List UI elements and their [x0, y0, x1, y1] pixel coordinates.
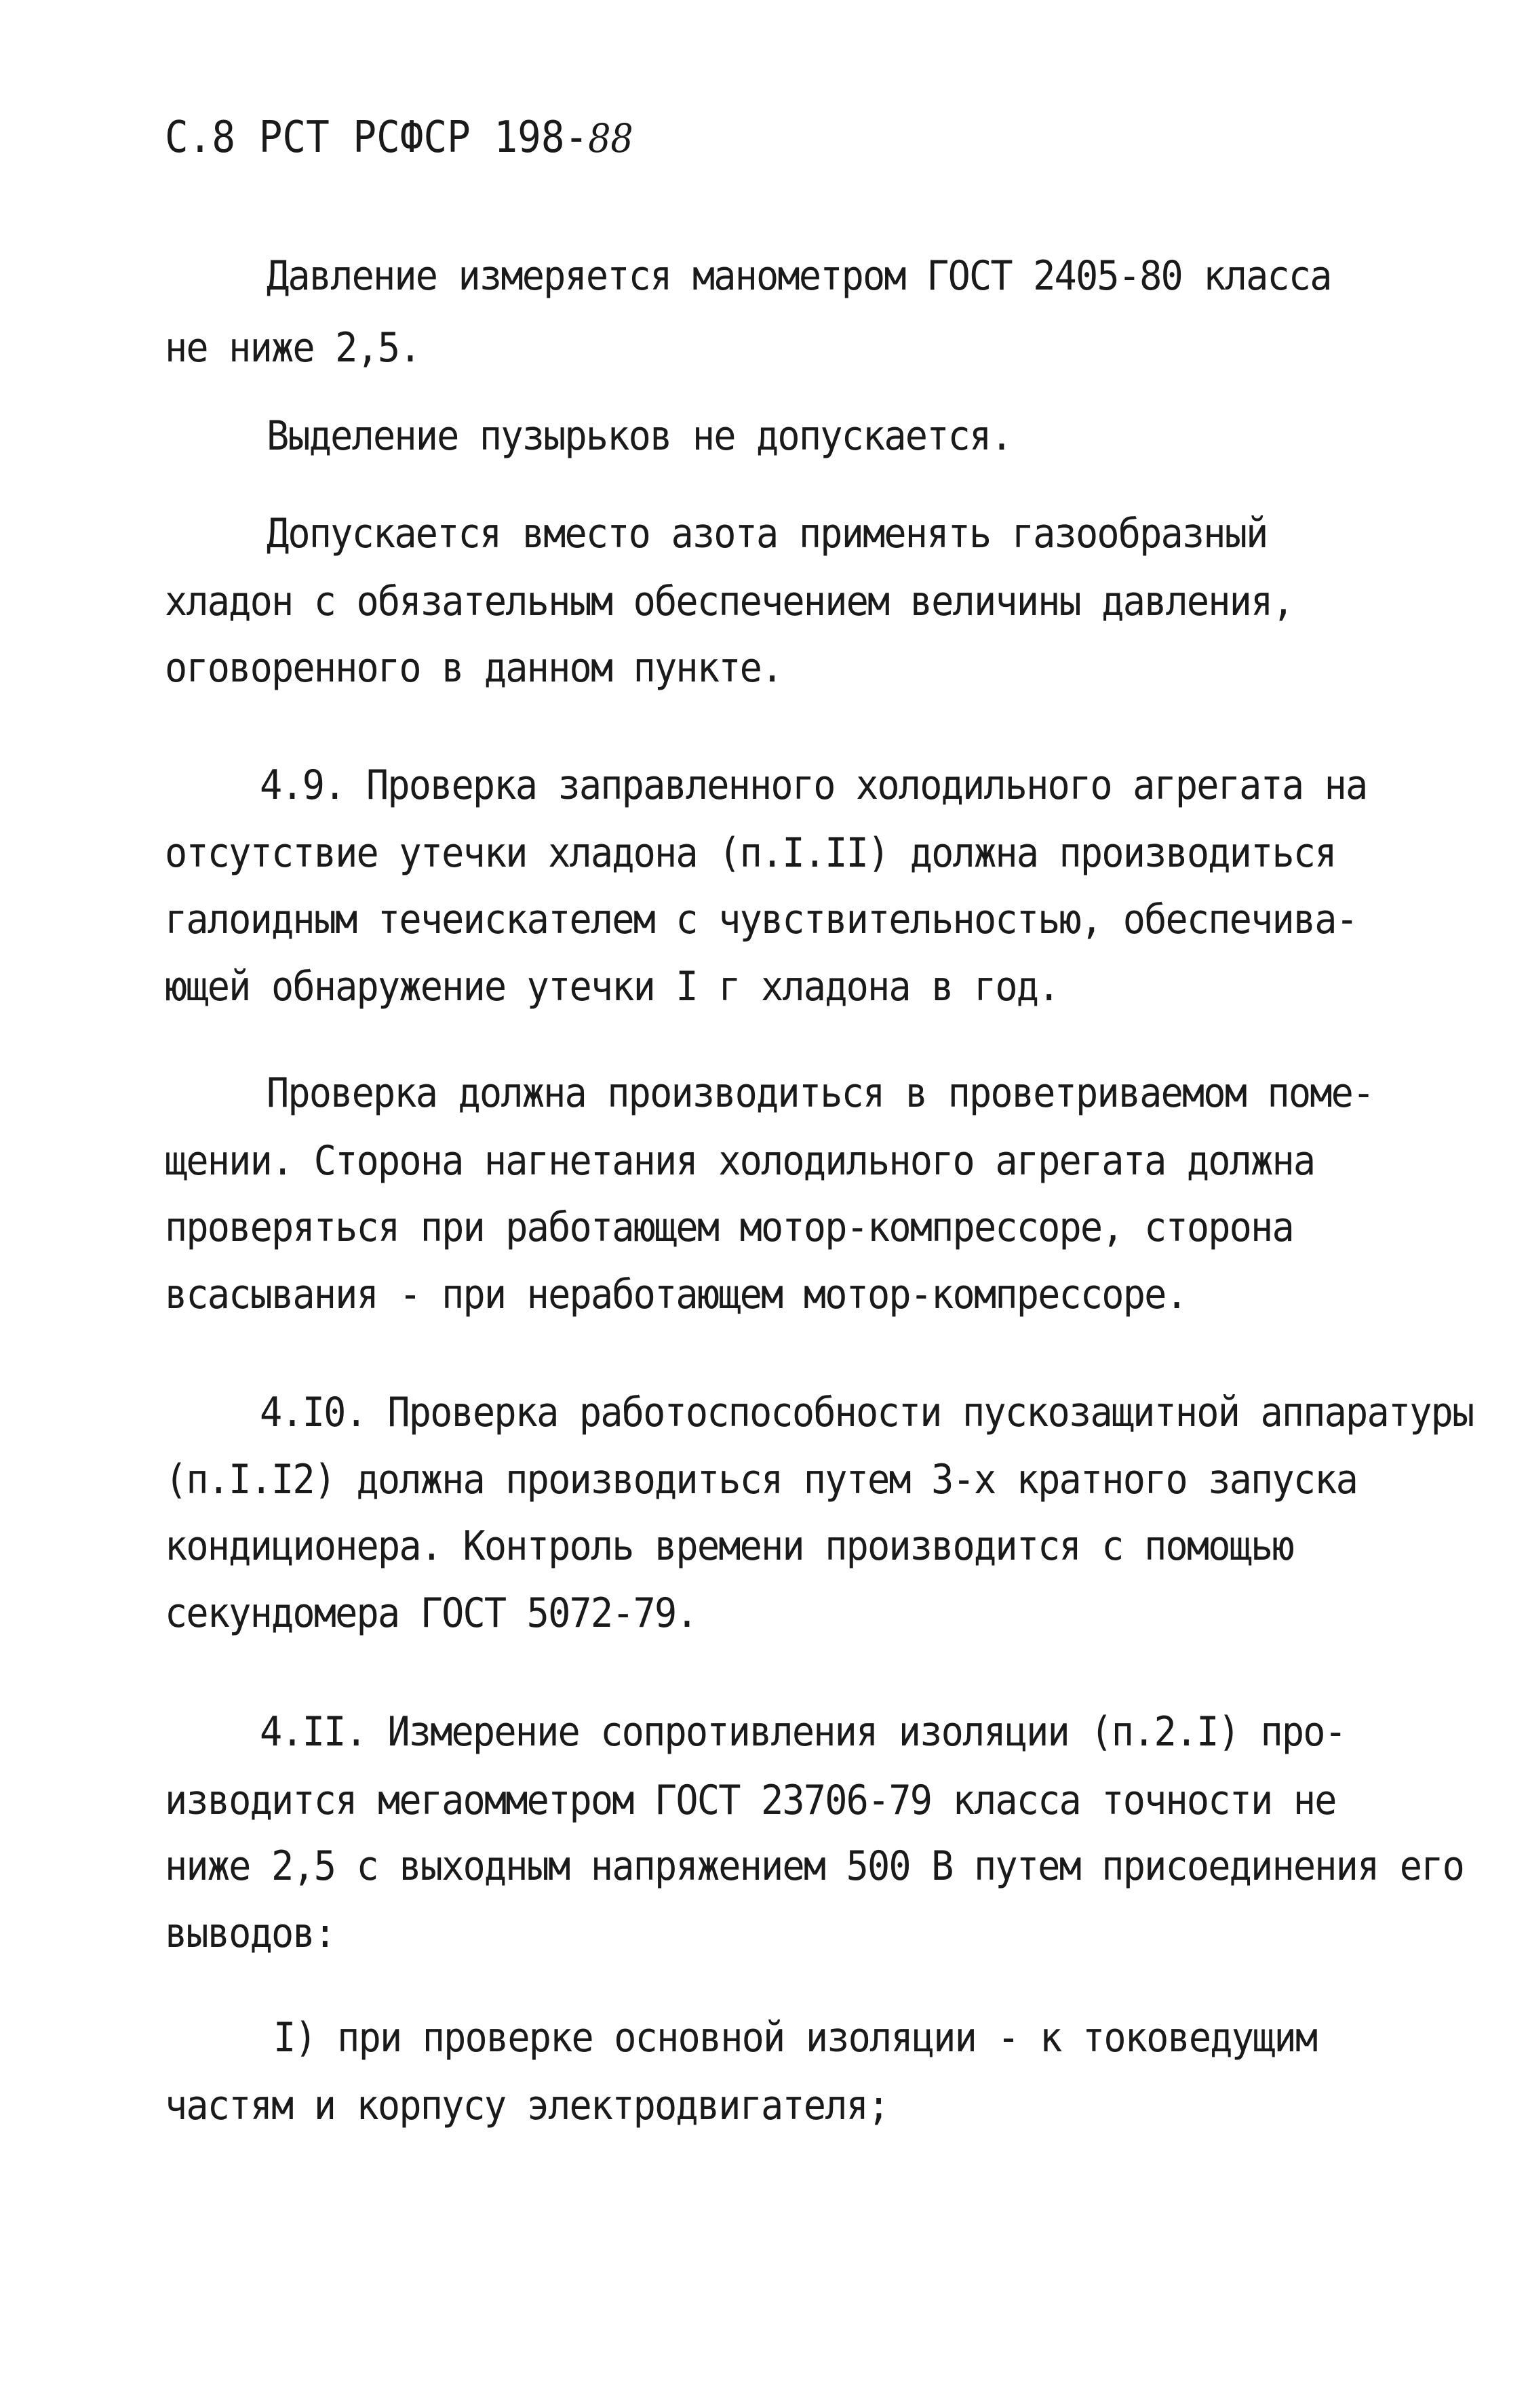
paragraph-list-1-line-1: I) при проверке основной изоляции - к токоведущим: [273, 2014, 1317, 2061]
paragraph-4-9-line-2: отсутствие утечки хладона (п.I.II) должна производиться: [165, 829, 1336, 877]
paragraph-4-10-line-4: секундомера ГОСТ 5072-79.: [165, 1590, 697, 1637]
paragraph-5-line-4: всасывания - при неработающем мотор-компрессоре.: [165, 1271, 1187, 1318]
paragraph-4-10-line-2: (п.I.I2) должна производиться путем 3-х кратного запуска: [165, 1456, 1358, 1503]
paragraph-4-11-line-2: изводится мегаомметром ГОСТ 23706-79 класса точности не: [165, 1777, 1336, 1824]
header-year-handwritten: 88: [588, 115, 633, 161]
paragraph-4-9-line-4: ющей обнаружение утечки I г хладона в год.: [165, 963, 1059, 1010]
page-header: [165, 114, 633, 162]
paragraph-5-line-3: проверяться при работающем мотор-компрессоре, сторона: [165, 1204, 1293, 1251]
paragraph-4-9-line-1: 4.9. Проверка заправленного холодильного агрегата на: [260, 762, 1367, 809]
paragraph-3-line-1: Допускается вместо азота применять газообразный: [267, 510, 1268, 557]
paragraph-4-11-line-1: 4.II. Измерение сопротивления изоляции (п.2.I) про-: [260, 1708, 1346, 1756]
paragraph-3-line-3: оговоренного в данном пункте.: [165, 644, 783, 692]
paragraph-2-line-1: Выделение пузырьков не допускается.: [267, 412, 1012, 460]
paragraph-5-line-1: Проверка должна производиться в проветриваемом поме-: [267, 1069, 1374, 1117]
paragraph-1-line-1: Давление измеряется манометром ГОСТ 2405-80 класса: [267, 252, 1331, 300]
header-prefix: С.8 РСТ РСФСР 198-: [165, 113, 589, 163]
paragraph-4-11-line-3: ниже 2,5 с выходным напряжением 500 В путем присоединения его: [165, 1842, 1464, 1890]
paragraph-4-9-line-3: галоидным течеискателем с чувствительностью, обеспечива-: [165, 896, 1358, 943]
paragraph-4-10-line-3: кондиционера. Контроль времени производится с помощью: [165, 1522, 1293, 1570]
paragraph-list-1-line-2: частям и корпусу электродвигателя;: [165, 2082, 889, 2129]
paragraph-3-line-2: хладон с обязательным обеспечением величины давления,: [165, 578, 1293, 625]
paragraph-4-10-line-1: 4.I0. Проверка работоспособности пускозащитной аппаратуры: [260, 1389, 1474, 1436]
paragraph-4-11-line-4: выводов:: [165, 1910, 336, 1957]
paragraph-1-line-2: не ниже 2,5.: [165, 324, 420, 372]
paragraph-5-line-2: щении. Сторона нагнетания холодильного агрегата должна: [165, 1137, 1315, 1185]
